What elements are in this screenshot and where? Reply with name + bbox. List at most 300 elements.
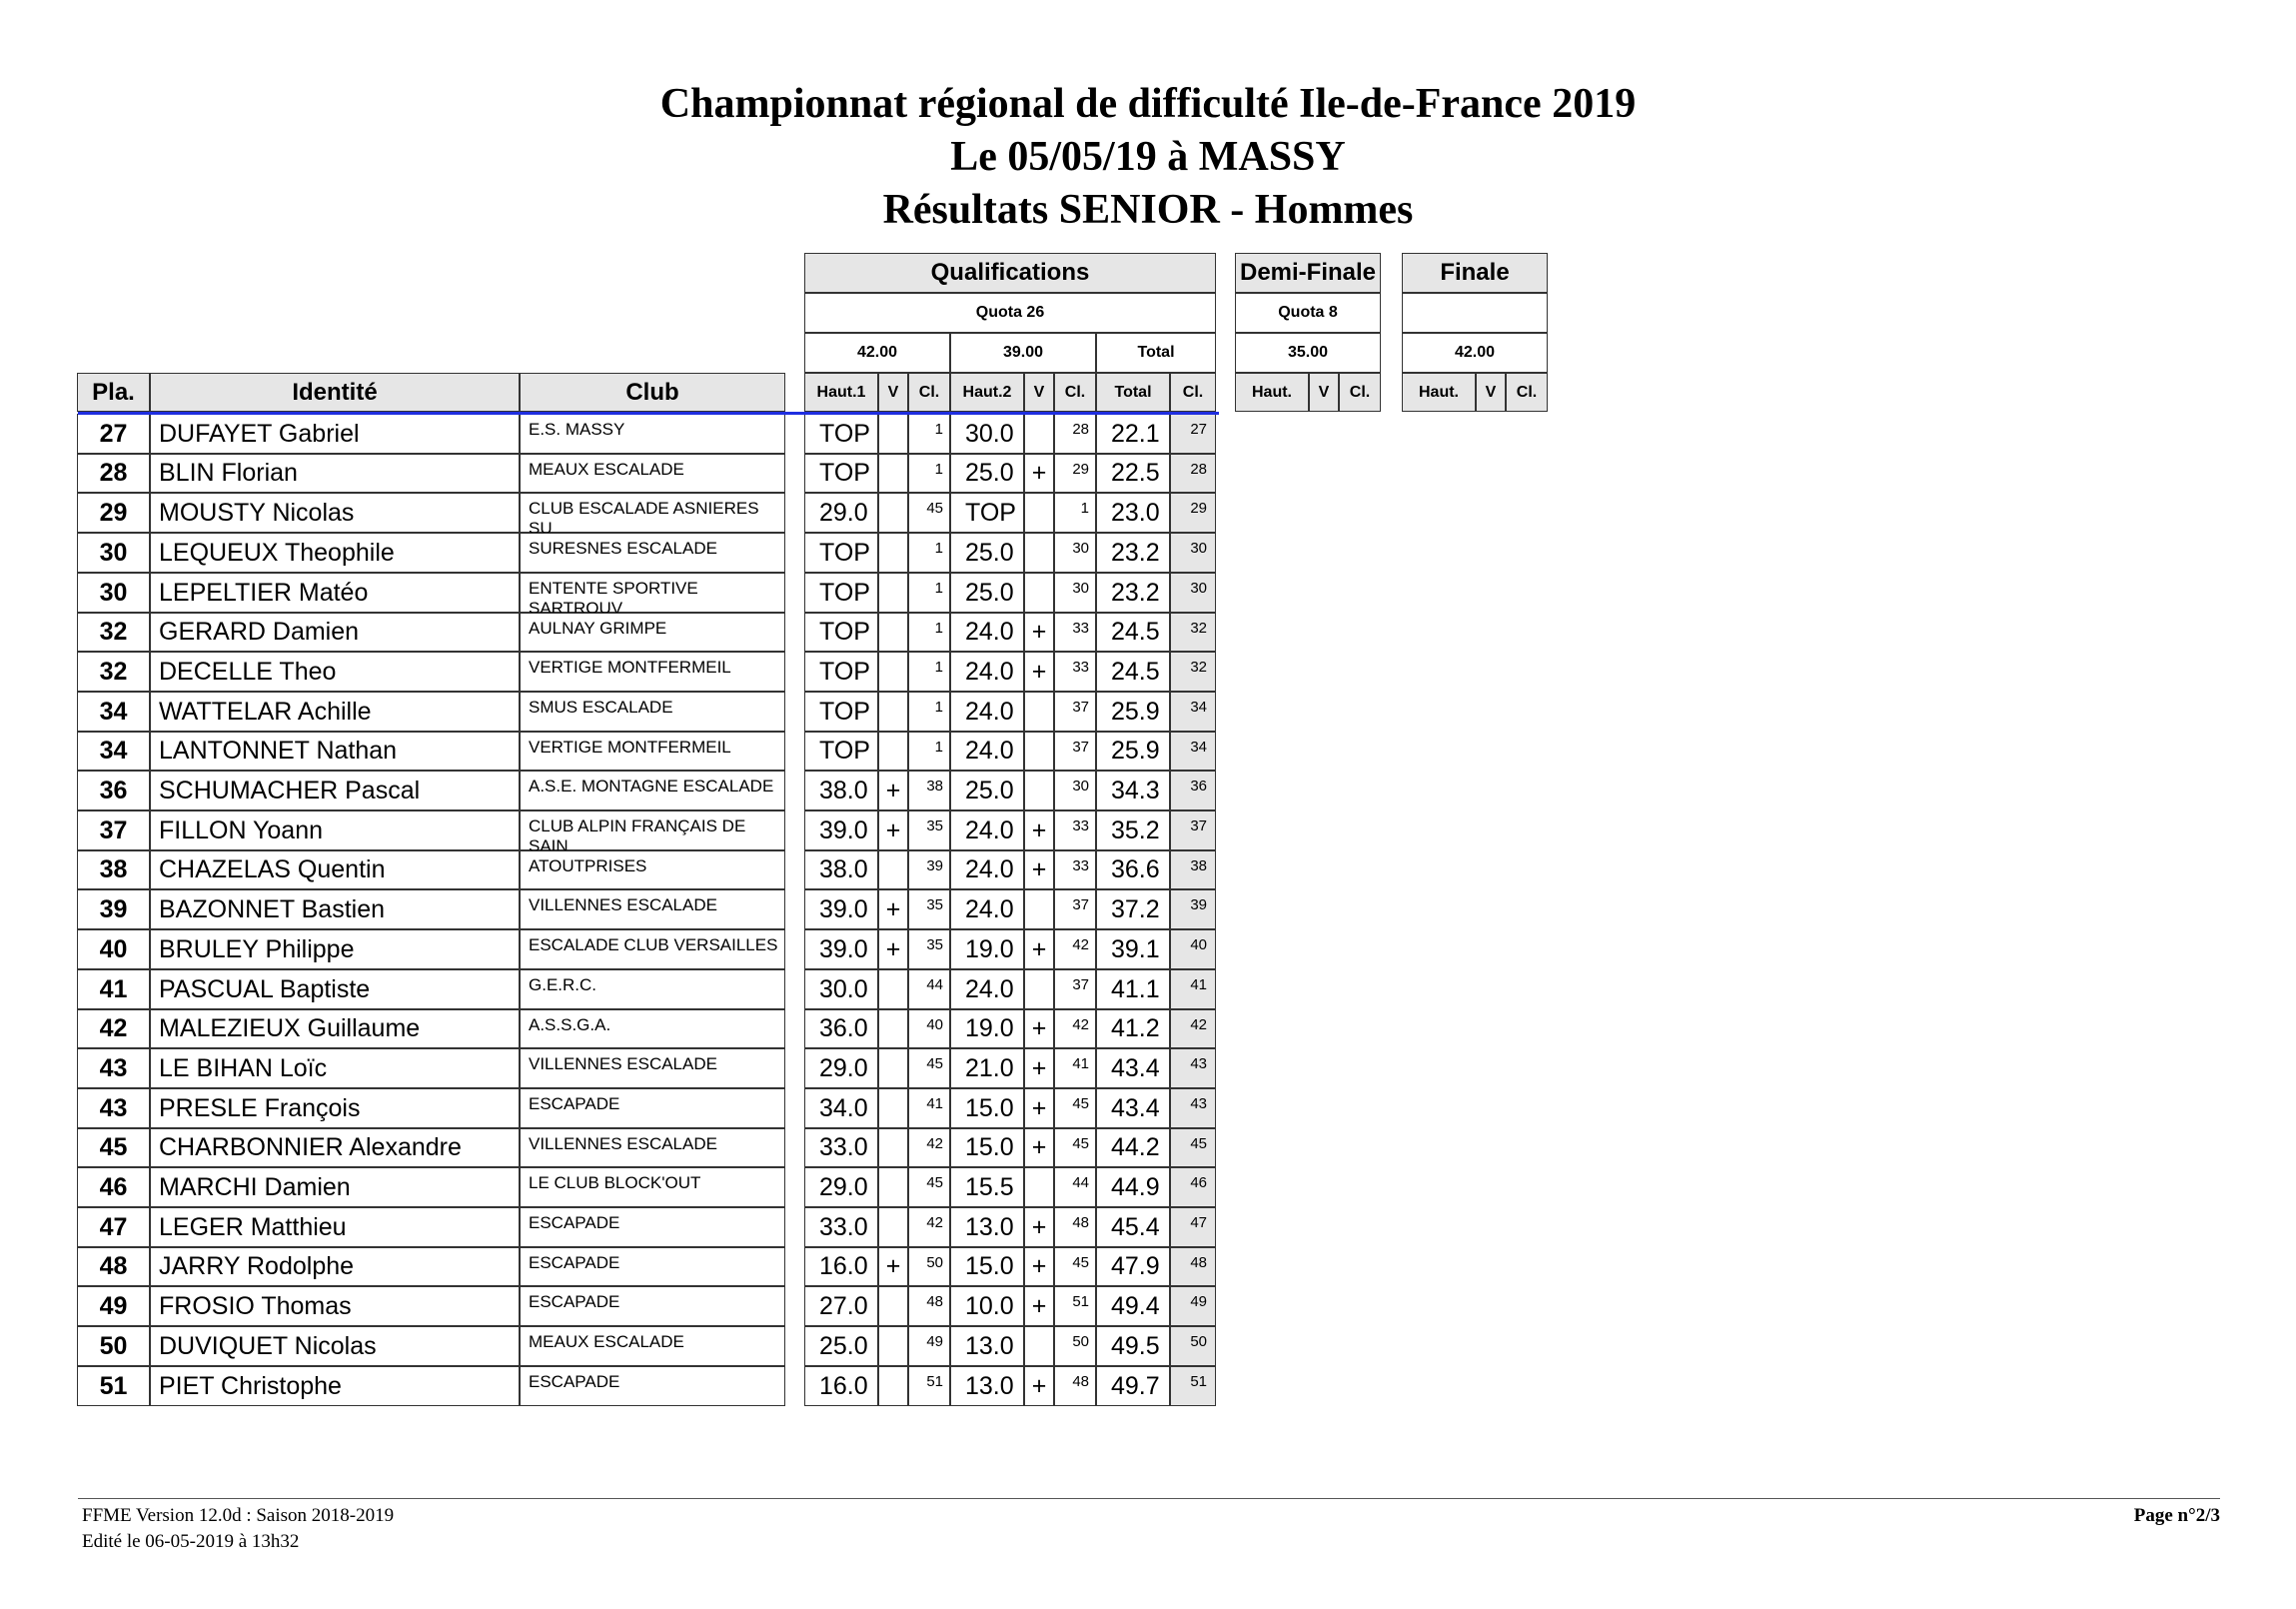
club-name: ESCAPADE (520, 1247, 785, 1286)
plus-route1 (878, 732, 908, 771)
club-name: E.S. MASSY (520, 414, 785, 454)
plus-route1 (878, 1048, 908, 1088)
qualification-rank: 48 (1170, 1247, 1216, 1286)
height-route2: 30.0 (950, 414, 1024, 454)
qualification-rank: 45 (1170, 1128, 1216, 1167)
height-route1: TOP (804, 454, 878, 493)
rank: 38 (77, 850, 150, 889)
rank: 51 (77, 1366, 150, 1406)
plus-route2 (1024, 533, 1054, 573)
club-name: ESCAPADE (520, 1088, 785, 1128)
rank-route1: 40 (908, 1009, 950, 1048)
rank: 32 (77, 613, 150, 652)
header-underline (78, 412, 1219, 415)
title-line-1: Championnat régional de difficulté Ile-de-France 2019 (659, 81, 1637, 127)
athlete-name: DECELLE Theo (150, 652, 520, 692)
finale-quota (1402, 293, 1548, 333)
plus-route2 (1024, 692, 1054, 732)
plus-route1: + (878, 929, 908, 969)
rank-route2: 48 (1054, 1207, 1096, 1247)
height-route2: 24.0 (950, 692, 1024, 732)
col-header-haut1: Haut.1 (804, 373, 878, 412)
plus-route2 (1024, 414, 1054, 454)
col-header-cl2: Cl. (1054, 373, 1096, 412)
plus-route1 (878, 692, 908, 732)
rank-route2: 37 (1054, 732, 1096, 771)
rank-route2: 30 (1054, 573, 1096, 613)
total-score: 43.4 (1096, 1088, 1170, 1128)
total-score: 35.2 (1096, 810, 1170, 850)
rank-route1: 42 (908, 1128, 950, 1167)
plus-route1: + (878, 889, 908, 929)
club-name: VILLENNES ESCALADE (520, 1128, 785, 1167)
rank-route1: 42 (908, 1207, 950, 1247)
plus-route1 (878, 1088, 908, 1128)
height-route1: 39.0 (804, 810, 878, 850)
rank-route1: 1 (908, 454, 950, 493)
footer-divider (78, 1498, 2220, 1499)
plus-route2: + (1024, 1247, 1054, 1286)
plus-route1: + (878, 1247, 908, 1286)
height-route1: 33.0 (804, 1128, 878, 1167)
plus-route1 (878, 613, 908, 652)
plus-route1 (878, 1286, 908, 1326)
rank-route1: 44 (908, 969, 950, 1009)
height-route2: 25.0 (950, 771, 1024, 810)
rank: 47 (77, 1207, 150, 1247)
plus-route2: + (1024, 613, 1054, 652)
col-header-cl: Cl. (1170, 373, 1216, 412)
rank-route2: 45 (1054, 1247, 1096, 1286)
plus-route1 (878, 533, 908, 573)
club-name: ESCAPADE (520, 1286, 785, 1326)
rank-route1: 1 (908, 613, 950, 652)
rank-route1: 49 (908, 1326, 950, 1366)
footer-version: FFME Version 12.0d : Saison 2018-2019 (82, 1505, 395, 1526)
height-route1: 38.0 (804, 771, 878, 810)
rank: 39 (77, 889, 150, 929)
finale-title: Finale (1402, 253, 1548, 293)
club-name: ESCAPADE (520, 1207, 785, 1247)
athlete-name: LEGER Matthieu (150, 1207, 520, 1247)
height-route1: 16.0 (804, 1247, 878, 1286)
athlete-name: WATTELAR Achille (150, 692, 520, 732)
col-header-v2: V (1024, 373, 1054, 412)
club-name: ESCAPADE (520, 1366, 785, 1406)
athlete-name: CHARBONNIER Alexandre (150, 1128, 520, 1167)
plus-route1: + (878, 771, 908, 810)
total-score: 23.2 (1096, 533, 1170, 573)
rank-route2: 33 (1054, 810, 1096, 850)
height-route2: 24.0 (950, 969, 1024, 1009)
total-score: 49.5 (1096, 1326, 1170, 1366)
height-route1: 27.0 (804, 1286, 878, 1326)
rank-route2: 51 (1054, 1286, 1096, 1326)
qualification-rank: 39 (1170, 889, 1216, 929)
plus-route1 (878, 414, 908, 454)
total-heading: Total (1096, 333, 1216, 373)
athlete-name: GERARD Damien (150, 613, 520, 652)
plus-route1 (878, 1366, 908, 1406)
route2-points: 39.00 (950, 333, 1096, 373)
plus-route2 (1024, 1167, 1054, 1207)
plus-route2 (1024, 771, 1054, 810)
qualification-rank: 29 (1170, 493, 1216, 533)
qualification-rank: 46 (1170, 1167, 1216, 1207)
height-route1: 39.0 (804, 929, 878, 969)
rank-route1: 45 (908, 493, 950, 533)
height-route1: TOP (804, 692, 878, 732)
col-header-cl1: Cl. (908, 373, 950, 412)
total-score: 49.4 (1096, 1286, 1170, 1326)
total-score: 23.0 (1096, 493, 1170, 533)
rank-route1: 35 (908, 929, 950, 969)
height-route2: 19.0 (950, 1009, 1024, 1048)
rank-route2: 45 (1054, 1128, 1096, 1167)
athlete-name: FILLON Yoann (150, 810, 520, 850)
plus-route1 (878, 573, 908, 613)
height-route2: 13.0 (950, 1366, 1024, 1406)
rank: 40 (77, 929, 150, 969)
plus-route2: + (1024, 810, 1054, 850)
height-route2: 25.0 (950, 573, 1024, 613)
height-route1: 25.0 (804, 1326, 878, 1366)
qualification-rank: 28 (1170, 454, 1216, 493)
route1-points: 42.00 (804, 333, 950, 373)
height-route1: 39.0 (804, 889, 878, 929)
footer-edited: Edité le 06-05-2019 à 13h32 (82, 1531, 300, 1552)
rank: 37 (77, 810, 150, 850)
height-route1: 34.0 (804, 1088, 878, 1128)
qualification-rank: 34 (1170, 692, 1216, 732)
rank-route2: 48 (1054, 1366, 1096, 1406)
club-name: CLUB ALPIN FRANÇAIS DE SAIN (520, 810, 785, 850)
rank: 48 (77, 1247, 150, 1286)
qualification-rank: 27 (1170, 414, 1216, 454)
total-score: 34.3 (1096, 771, 1170, 810)
qualification-rank: 49 (1170, 1286, 1216, 1326)
rank: 34 (77, 732, 150, 771)
height-route1: 33.0 (804, 1207, 878, 1247)
plus-route2: + (1024, 454, 1054, 493)
height-route2: 24.0 (950, 889, 1024, 929)
height-route2: 15.0 (950, 1247, 1024, 1286)
athlete-name: DUFAYET Gabriel (150, 414, 520, 454)
total-score: 24.5 (1096, 613, 1170, 652)
rank-route1: 1 (908, 732, 950, 771)
club-name: ESCALADE CLUB VERSAILLES (520, 929, 785, 969)
rank: 34 (77, 692, 150, 732)
height-route2: 15.0 (950, 1088, 1024, 1128)
col-header-haut2: Haut.2 (950, 373, 1024, 412)
rank-route1: 1 (908, 414, 950, 454)
rank-route2: 30 (1054, 533, 1096, 573)
title-line-3: Résultats SENIOR - Hommes (882, 187, 1414, 233)
col-header-identite: Identité (150, 373, 520, 412)
rank-route1: 1 (908, 533, 950, 573)
col-header-pla: Pla. (77, 373, 150, 412)
plus-route1 (878, 850, 908, 889)
total-score: 25.9 (1096, 732, 1170, 771)
athlete-name: LE BIHAN Loïc (150, 1048, 520, 1088)
demi-finale-quota: Quota 8 (1235, 293, 1381, 333)
height-route1: TOP (804, 652, 878, 692)
rank-route1: 35 (908, 810, 950, 850)
club-name: VILLENNES ESCALADE (520, 1048, 785, 1088)
rank-route1: 48 (908, 1286, 950, 1326)
height-route1: 38.0 (804, 850, 878, 889)
total-score: 44.9 (1096, 1167, 1170, 1207)
athlete-name: JARRY Rodolphe (150, 1247, 520, 1286)
height-route2: 24.0 (950, 652, 1024, 692)
club-name: SMUS ESCALADE (520, 692, 785, 732)
club-name: LE CLUB BLOCK'OUT (520, 1167, 785, 1207)
col-header-v1: V (878, 373, 908, 412)
plus-route1 (878, 454, 908, 493)
rank-route2: 29 (1054, 454, 1096, 493)
rank-route1: 45 (908, 1167, 950, 1207)
rank-route1: 51 (908, 1366, 950, 1406)
height-route1: 36.0 (804, 1009, 878, 1048)
rank-route2: 33 (1054, 613, 1096, 652)
qualification-rank: 43 (1170, 1088, 1216, 1128)
plus-route2 (1024, 969, 1054, 1009)
rank-route2: 33 (1054, 850, 1096, 889)
height-route1: 30.0 (804, 969, 878, 1009)
athlete-name: BRULEY Philippe (150, 929, 520, 969)
club-name: VILLENNES ESCALADE (520, 889, 785, 929)
club-name: VERTIGE MONTFERMEIL (520, 652, 785, 692)
club-name: VERTIGE MONTFERMEIL (520, 732, 785, 771)
rank: 46 (77, 1167, 150, 1207)
qualifications-quota: Quota 26 (804, 293, 1216, 333)
rank-route1: 45 (908, 1048, 950, 1088)
qualification-rank: 43 (1170, 1048, 1216, 1088)
rank-route1: 50 (908, 1247, 950, 1286)
total-score: 44.2 (1096, 1128, 1170, 1167)
plus-route1 (878, 493, 908, 533)
club-name: A.S.E. MONTAGNE ESCALADE (520, 771, 785, 810)
height-route2: 21.0 (950, 1048, 1024, 1088)
qualification-rank: 47 (1170, 1207, 1216, 1247)
finale-points: 42.00 (1402, 333, 1548, 373)
rank-route1: 38 (908, 771, 950, 810)
height-route1: 29.0 (804, 1048, 878, 1088)
col-header-total: Total (1096, 373, 1170, 412)
rank-route2: 37 (1054, 889, 1096, 929)
athlete-name: LANTONNET Nathan (150, 732, 520, 771)
qualification-rank: 30 (1170, 573, 1216, 613)
rank-route2: 30 (1054, 771, 1096, 810)
plus-route1 (878, 969, 908, 1009)
qualification-rank: 51 (1170, 1366, 1216, 1406)
total-score: 41.2 (1096, 1009, 1170, 1048)
height-route2: 10.0 (950, 1286, 1024, 1326)
plus-route2: + (1024, 850, 1054, 889)
col-header-club: Club (520, 373, 785, 412)
plus-route2 (1024, 493, 1054, 533)
plus-route2: + (1024, 1128, 1054, 1167)
height-route2: 19.0 (950, 929, 1024, 969)
demi-finale-title: Demi-Finale (1235, 253, 1381, 293)
rank-route1: 35 (908, 889, 950, 929)
rank: 43 (77, 1088, 150, 1128)
col-header-finale-v: V (1476, 373, 1506, 412)
club-name: A.S.S.G.A. (520, 1009, 785, 1048)
height-route2: 15.5 (950, 1167, 1024, 1207)
rank: 29 (77, 493, 150, 533)
height-route2: 25.0 (950, 454, 1024, 493)
club-name: SURESNES ESCALADE (520, 533, 785, 573)
height-route1: TOP (804, 613, 878, 652)
rank: 30 (77, 533, 150, 573)
qualification-rank: 40 (1170, 929, 1216, 969)
height-route1: 16.0 (804, 1366, 878, 1406)
rank: 45 (77, 1128, 150, 1167)
club-name: CLUB ESCALADE ASNIERES SU (520, 493, 785, 533)
height-route1: TOP (804, 414, 878, 454)
athlete-name: PASCUAL Baptiste (150, 969, 520, 1009)
athlete-name: PIET Christophe (150, 1366, 520, 1406)
qualification-rank: 38 (1170, 850, 1216, 889)
rank-route2: 50 (1054, 1326, 1096, 1366)
total-score: 49.7 (1096, 1366, 1170, 1406)
qualification-rank: 37 (1170, 810, 1216, 850)
rank: 27 (77, 414, 150, 454)
plus-route2: + (1024, 1286, 1054, 1326)
athlete-name: SCHUMACHER Pascal (150, 771, 520, 810)
rank: 42 (77, 1009, 150, 1048)
rank-route2: 1 (1054, 493, 1096, 533)
total-score: 24.5 (1096, 652, 1170, 692)
athlete-name: BAZONNET Bastien (150, 889, 520, 929)
qualification-rank: 32 (1170, 613, 1216, 652)
col-header-demi-v: V (1309, 373, 1339, 412)
qualifications-title: Qualifications (804, 253, 1216, 293)
athlete-name: MOUSTY Nicolas (150, 493, 520, 533)
club-name: G.E.R.C. (520, 969, 785, 1009)
club-name: MEAUX ESCALADE (520, 1326, 785, 1366)
athlete-name: LEQUEUX Theophile (150, 533, 520, 573)
height-route2: 24.0 (950, 613, 1024, 652)
club-name: MEAUX ESCALADE (520, 454, 785, 493)
athlete-name: CHAZELAS Quentin (150, 850, 520, 889)
rank-route2: 28 (1054, 414, 1096, 454)
col-header-finale-cl: Cl. (1506, 373, 1548, 412)
plus-route2 (1024, 889, 1054, 929)
title-line-2: Le 05/05/19 à MASSY (950, 134, 1346, 180)
plus-route2: + (1024, 1048, 1054, 1088)
col-header-finale-haut: Haut. (1402, 373, 1476, 412)
rank-route2: 45 (1054, 1088, 1096, 1128)
plus-route1 (878, 1207, 908, 1247)
qualification-rank: 30 (1170, 533, 1216, 573)
total-score: 45.4 (1096, 1207, 1170, 1247)
qualification-rank: 34 (1170, 732, 1216, 771)
height-route1: TOP (804, 533, 878, 573)
col-header-demi-cl: Cl. (1339, 373, 1381, 412)
total-score: 41.1 (1096, 969, 1170, 1009)
col-header-demi-haut: Haut. (1235, 373, 1309, 412)
rank-route1: 1 (908, 652, 950, 692)
height-route2: 24.0 (950, 810, 1024, 850)
rank: 36 (77, 771, 150, 810)
height-route1: 29.0 (804, 1167, 878, 1207)
height-route2: 24.0 (950, 850, 1024, 889)
athlete-name: PRESLE François (150, 1088, 520, 1128)
rank-route1: 39 (908, 850, 950, 889)
plus-route2: + (1024, 929, 1054, 969)
total-score: 39.1 (1096, 929, 1170, 969)
height-route2: 13.0 (950, 1326, 1024, 1366)
height-route2: 25.0 (950, 533, 1024, 573)
qualification-rank: 41 (1170, 969, 1216, 1009)
qualification-rank: 36 (1170, 771, 1216, 810)
rank: 28 (77, 454, 150, 493)
rank-route2: 37 (1054, 692, 1096, 732)
rank-route2: 37 (1054, 969, 1096, 1009)
total-score: 43.4 (1096, 1048, 1170, 1088)
height-route1: TOP (804, 573, 878, 613)
rank: 49 (77, 1286, 150, 1326)
rank: 32 (77, 652, 150, 692)
plus-route1 (878, 1167, 908, 1207)
total-score: 37.2 (1096, 889, 1170, 929)
athlete-name: MALEZIEUX Guillaume (150, 1009, 520, 1048)
plus-route2 (1024, 732, 1054, 771)
rank-route2: 42 (1054, 1009, 1096, 1048)
plus-route2: + (1024, 652, 1054, 692)
plus-route1 (878, 1326, 908, 1366)
plus-route1: + (878, 810, 908, 850)
plus-route2: + (1024, 1009, 1054, 1048)
rank-route2: 42 (1054, 929, 1096, 969)
rank-route2: 44 (1054, 1167, 1096, 1207)
athlete-name: DUVIQUET Nicolas (150, 1326, 520, 1366)
rank: 30 (77, 573, 150, 613)
footer-page: Page n°2/3 (2133, 1505, 2220, 1526)
rank: 41 (77, 969, 150, 1009)
club-name: ATOUTPRISES (520, 850, 785, 889)
height-route2: 13.0 (950, 1207, 1024, 1247)
athlete-name: LEPELTIER Matéo (150, 573, 520, 613)
athlete-name: BLIN Florian (150, 454, 520, 493)
qualification-rank: 42 (1170, 1009, 1216, 1048)
total-score: 25.9 (1096, 692, 1170, 732)
plus-route2: + (1024, 1366, 1054, 1406)
club-name: AULNAY GRIMPE (520, 613, 785, 652)
rank: 43 (77, 1048, 150, 1088)
rank-route1: 1 (908, 573, 950, 613)
athlete-name: FROSIO Thomas (150, 1286, 520, 1326)
plus-route1 (878, 652, 908, 692)
rank: 50 (77, 1326, 150, 1366)
demi-finale-points: 35.00 (1235, 333, 1381, 373)
qualification-rank: 50 (1170, 1326, 1216, 1366)
rank-route2: 33 (1054, 652, 1096, 692)
plus-route2: + (1024, 1088, 1054, 1128)
total-score: 22.5 (1096, 454, 1170, 493)
rank-route2: 41 (1054, 1048, 1096, 1088)
height-route2: 15.0 (950, 1128, 1024, 1167)
rank-route1: 1 (908, 692, 950, 732)
qualification-rank: 32 (1170, 652, 1216, 692)
height-route1: 29.0 (804, 493, 878, 533)
total-score: 22.1 (1096, 414, 1170, 454)
rank-route1: 41 (908, 1088, 950, 1128)
plus-route1 (878, 1009, 908, 1048)
height-route2: 24.0 (950, 732, 1024, 771)
